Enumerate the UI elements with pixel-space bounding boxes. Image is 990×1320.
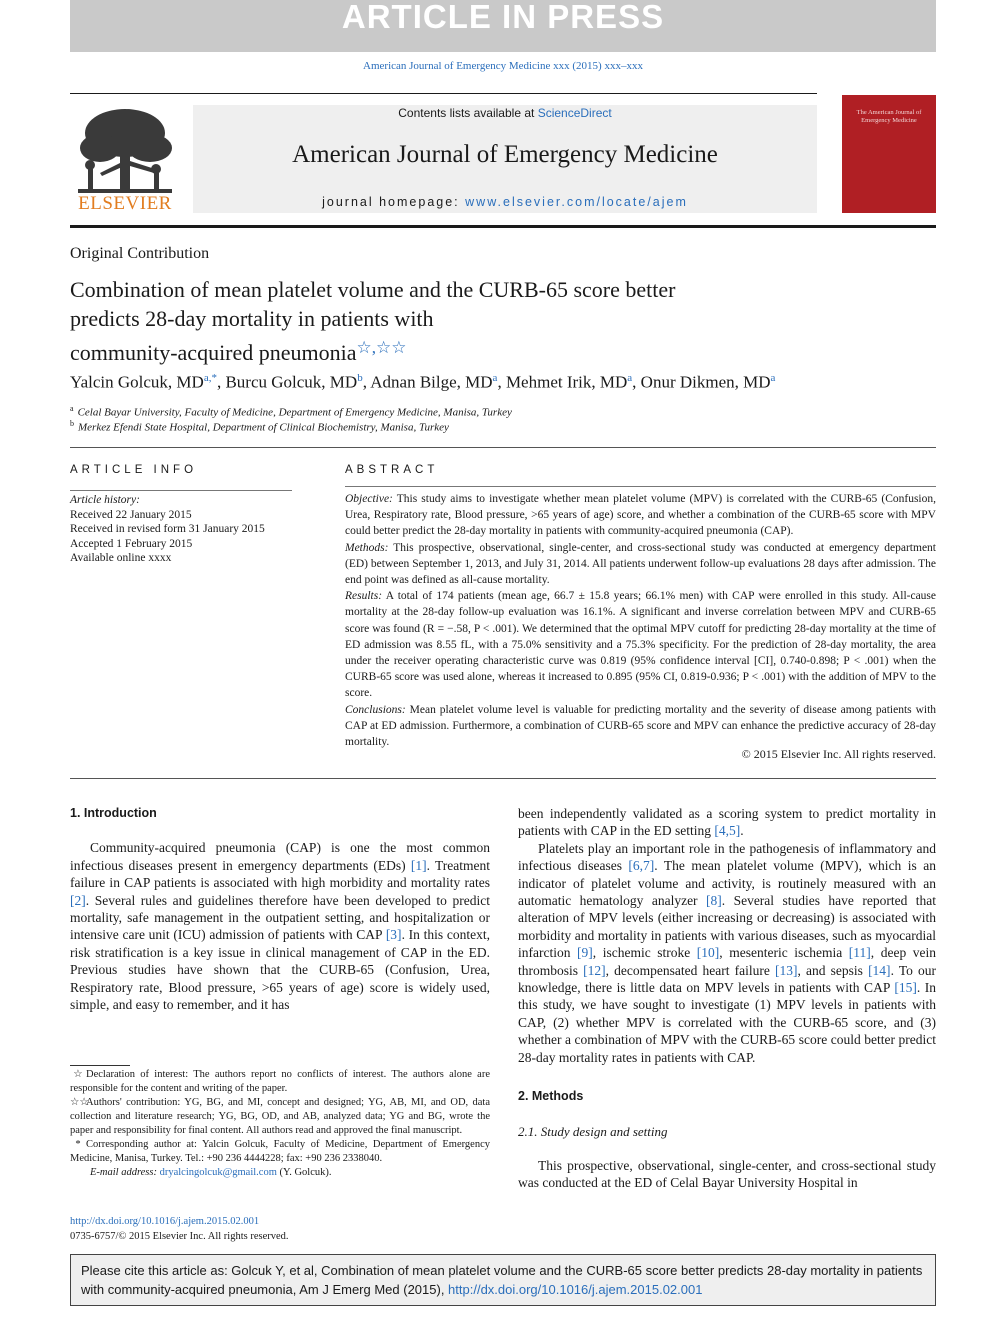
text-run: , deep vein thrombosis [518, 945, 936, 978]
author-name: Onur Dikmen, MD [640, 372, 771, 392]
abstract-conclusions [345, 702, 936, 751]
citation-text: Please cite this article as: Golcuk Y, et al, Combination of mean platelet volume and the CURB-65 score better predicts 28-day mortality in patients with community-acquired pneumonia, Am J Emerg Med (2015), [81, 1263, 923, 1297]
footnote-mark: * [75, 1139, 81, 1150]
author-separator: , [497, 372, 506, 392]
text-run: . [740, 823, 744, 839]
subsection-heading-study-design: 2.1. Study design and setting [518, 1123, 668, 1139]
objective-label: Objective: [345, 493, 393, 505]
results-label: Results: [345, 590, 383, 603]
abstract-methods [345, 540, 936, 589]
masthead-bottom-rule [70, 225, 936, 228]
abstract-objective [345, 491, 936, 540]
article-type: Original Contribution [70, 245, 210, 262]
contents-line [193, 105, 817, 121]
citation-link[interactable]: [15] [894, 980, 917, 996]
text-run: . The mean platelet volume (MPV), which is an indicator of platelet volume and activity, is routinely measured with an automatic hematology analyzer [518, 858, 936, 909]
text-run: , ischemic stroke [592, 945, 697, 961]
citation-link[interactable]: [6,7] [628, 858, 655, 874]
title-line-1: Combination of mean platelet volume and the CURB-65 score better [70, 277, 676, 302]
citation-link[interactable]: [14] [868, 962, 891, 978]
banner-text: ARTICLE IN PRESS [341, 0, 665, 35]
author-separator: , [362, 372, 371, 392]
abstract-results [345, 588, 936, 701]
affiliation-mark: b [70, 419, 74, 428]
journal-header-panel [193, 105, 817, 213]
text-run: been independently validated as a scoring system to predict mortality in patients with CAP in the ED setting [518, 806, 936, 839]
text-run: Community-acquired pneumonia (CAP) is one the most common infectious diseases present in emergency departments (EDs) [70, 840, 490, 873]
citation-link[interactable]: [4,5] [714, 823, 741, 839]
doi-block [70, 1214, 289, 1244]
article-in-press-banner [70, 0, 936, 52]
abstract-heading: ABSTRACT [345, 464, 439, 476]
body-left-column [70, 805, 490, 1013]
cover-title: The American Journal of Emergency Medicine [856, 109, 922, 124]
affiliation-b [70, 419, 449, 434]
journal-homepage-line [193, 195, 817, 209]
author-separator: , [632, 372, 641, 392]
text-run: . In this study, we have sought to investigate (1) MPV levels in patients with CAP, (2) whether MPV is correlated with the CURB-65 score, and (3) whether a combination of MPV with the CURB-65 score could better predict 28-day mortality rates in patients with CAP. [518, 980, 936, 1065]
footnotes [70, 1068, 490, 1180]
email-label: E-mail address: [90, 1167, 157, 1178]
article-history [70, 493, 292, 566]
intro-paragraph-2 [518, 840, 936, 1066]
masthead-top-rule [70, 93, 817, 94]
methods-paragraph: This prospective, observational, single-center, and cross-sectional study was conducted at the ED of Celal Bayar University Hospital in [518, 1157, 936, 1191]
masthead [70, 93, 936, 223]
abstract-copyright: © 2015 Elsevier Inc. All rights reserved. [741, 747, 936, 761]
footnote-text: Corresponding author at: Yalcin Golcuk, Faculty of Medicine, Department of Emergency Medicine, Manisa, Turkey. Tel.: +90 236 4444228; fax: +90 236 2338040. [70, 1139, 490, 1164]
section-heading-methods: 2. Methods [518, 1089, 584, 1104]
text-run: . In this context, risk stratification is a key issue in clinical management of CAP in the ED. Previous studies have shown that the CURB-65 (Confusion, Urea, Respiratory rate, Blood pressure, >65 years of age) score is widely used, simple, and easy to remember, and it has [70, 927, 490, 1013]
footnote-contributions [70, 1096, 490, 1138]
citation-link[interactable]: [12] [583, 962, 606, 978]
issn-line: 0735-6757/© 2015 Elsevier Inc. All rights reserved. [70, 1231, 289, 1242]
affiliation-mark: a [70, 404, 74, 413]
footnote-email [70, 1166, 490, 1180]
email-suffix: (Y. Golcuk). [279, 1167, 332, 1178]
text-run: . Treatment failure in CAP patients is associated with high morbidity and mortality rates [70, 857, 490, 891]
text-run: . To our knowledge, there is little data on MPV levels in patients with CAP [518, 962, 937, 996]
abstract-body [345, 491, 936, 750]
affiliation-a [70, 404, 512, 419]
citation-box [70, 1254, 936, 1306]
text-run: , and sepsis [797, 962, 869, 978]
title-footnote-marks[interactable]: ☆,☆☆ [356, 338, 407, 357]
text-run: . Several rules and guidelines therefore have been developed to predict mortality, safe management in the outpatient setting, and hospitalization or intensive care unit (ICU) admission of patients with CAP [70, 892, 490, 943]
affiliation-text: Celal Bayar University, Faculty of Medicine, Department of Emergency Medicine, Manisa, Turkey [77, 406, 512, 419]
section-heading-introduction: 1. Introduction [70, 806, 157, 820]
article-info-rule [70, 490, 292, 491]
text-run: Platelets play an important role in the pathogenesis of inflammatory and infectious diseases [518, 840, 936, 874]
citation-doi-link[interactable]: http://dx.doi.org/10.1016/j.ajem.2015.02.001 [448, 1282, 703, 1297]
author-affiliation-mark[interactable]: a,* [203, 372, 217, 384]
footnote-corresponding [70, 1138, 490, 1166]
text-run: , mesenteric ischemia [719, 945, 849, 961]
body-right-column [518, 805, 936, 1192]
author-name: Mehmet Irik, MD [505, 372, 628, 392]
citation-link[interactable]: [1] [410, 857, 427, 873]
affiliation-text: Merkez Efendi State Hospital, Department of Clinical Biochemistry, Manisa, Turkey [78, 421, 449, 434]
author-name: Burcu Golcuk, MD [225, 372, 358, 392]
citation-link[interactable]: [8] [706, 893, 722, 909]
conclusions-label: Conclusions: [345, 703, 406, 716]
intro-continuation [518, 805, 936, 840]
methods-text: This prospective, observational, single-center, and cross-sectional study was conducted at emergency department (ED) between September 1, 2013, and July 31, 2014. All patients underwent follow-up evaluations 28 days after admission. The end point was defined as all-cause mortality. [345, 541, 936, 587]
history-item: Received in revised form 31 January 2015 [70, 523, 265, 535]
citation-link[interactable]: [9] [577, 945, 593, 961]
article-title [70, 275, 830, 367]
email-link[interactable]: dryalcingolcuk@gmail.com [159, 1167, 277, 1178]
text-run: , decompensated heart failure [605, 962, 776, 978]
contents-prefix: Contents lists available at [398, 106, 535, 120]
title-line-3-text: community-acquired pneumonia [70, 340, 357, 365]
publisher-name: ELSEVIER [78, 193, 172, 214]
author-affiliation-mark[interactable]: b [357, 372, 363, 384]
methods-label: Methods: [345, 541, 389, 554]
homepage-link[interactable]: www.elsevier.com/locate/ajem [465, 195, 688, 209]
doi-link[interactable]: http://dx.doi.org/10.1016/j.ajem.2015.02.001 [70, 1216, 260, 1227]
abstract-rule [345, 486, 936, 487]
footnote-text: Declaration of interest: The authors report no conflicts of interest. The authors alone are responsible for the content and writing of the paper. [70, 1069, 490, 1094]
objective-text: This study aims to investigate whether mean platelet volume (MPV) is correlated with the CURB-65 (Confusion, Urea, Respiratory rate, Blood pressure, >65 years of age) score, and whether a combination of the CURB-65 score with MPV could better predict the 28-day mortality in patients with community-acquired pneumonia (CAP). [345, 493, 936, 538]
citation-link[interactable]: [2] [70, 892, 86, 908]
header-divider [70, 447, 936, 448]
author-list [70, 372, 936, 393]
journal-reference-link[interactable]: American Journal of Emergency Medicine xxx (2015) xxx–xxx [363, 60, 643, 72]
results-text: A total of 174 patients (mean age, 66.7 ± 15.8 years; 66.1% men) with CAP were enrolled in this study. All-cause mortality at the 28-day follow-up evaluation was 16.1%. A significant and inverse correlation between MPV and CURB-65 score was found (R = −.58, P < .001). We determined that the optimal MPV cutoff for predicting 28-day mortality at the time of ED admission was 8.55 fL, with a 75.0% sensitivity and a 75.3% specificity. For the prediction of 28-day mortality, the area under the receiver operating characteristic curve was 0.819 (95% confidence interval [CI], 0.740-0.898; P < .001) when the CURB-65 score was used alone, whereas it increased to 0.895 (95% CI, 0.819-0.936; P < .001) with the addition of MPV to the score. [345, 590, 937, 700]
conclusions-text: Mean platelet volume level is valuable for predicting mortality and the severity of disease among patients with CAP at ED admission. Furthermore, a combination of CURB-65 score and MPV can enhance the predictive accuracy of 28-day mortality. [345, 703, 937, 749]
author-affiliation-mark[interactable]: a [627, 372, 633, 384]
history-item: Available online xxxx [70, 552, 172, 564]
intro-paragraph [70, 839, 490, 1013]
history-item: Received 22 January 2015 [70, 508, 192, 521]
author-name: Yalcin Golcuk, MD [70, 372, 204, 392]
citation-link[interactable]: [11] [848, 945, 871, 961]
journal-title: American Journal of Emergency Medicine [292, 141, 718, 168]
footnote-text: Authors' contribution: YG, BG, and MI, concept and designed; YG, AB, MI, and OD, data collection and literature research; YG, BG, OD, and AB, analyzed data; YG and BG, wrote the paper and responsibility for final content. All authors read and approved the final manuscript. [70, 1097, 490, 1136]
footnote-declaration [70, 1068, 490, 1096]
text-run: . Several studies have reported that alteration of MPV levels (either increasing or decreasing) is associated with morbidity and mortality in patients with various diseases, such as myocardial infarction [518, 893, 936, 961]
sciencedirect-link[interactable]: ScienceDirect [537, 106, 612, 120]
history-label: Article history: [70, 494, 140, 506]
citation-link[interactable]: [13] [775, 962, 798, 978]
footnote-rule [70, 1065, 130, 1066]
abstract-bottom-rule [70, 778, 936, 779]
homepage-prefix: journal homepage: [322, 195, 460, 209]
footnote-mark: ☆☆ [70, 1097, 89, 1108]
article-info-heading: ARTICLE INFO [70, 464, 198, 476]
title-line-3 [70, 333, 830, 367]
author-name: Adnan Bilge, MD [370, 372, 493, 392]
title-line-2: predicts 28-day mortality in patients with [70, 306, 434, 331]
author-affiliation-mark[interactable]: a [492, 372, 498, 384]
journal-cover-thumbnail[interactable] [842, 95, 936, 213]
author-affiliation-mark[interactable]: a [770, 372, 776, 384]
footnote-mark: ☆ [73, 1069, 83, 1080]
citation-link[interactable]: [3] [385, 927, 402, 943]
citation-link[interactable]: [10] [696, 945, 720, 961]
author-separator: , [216, 372, 226, 392]
history-item: Accepted 1 February 2015 [70, 537, 193, 550]
